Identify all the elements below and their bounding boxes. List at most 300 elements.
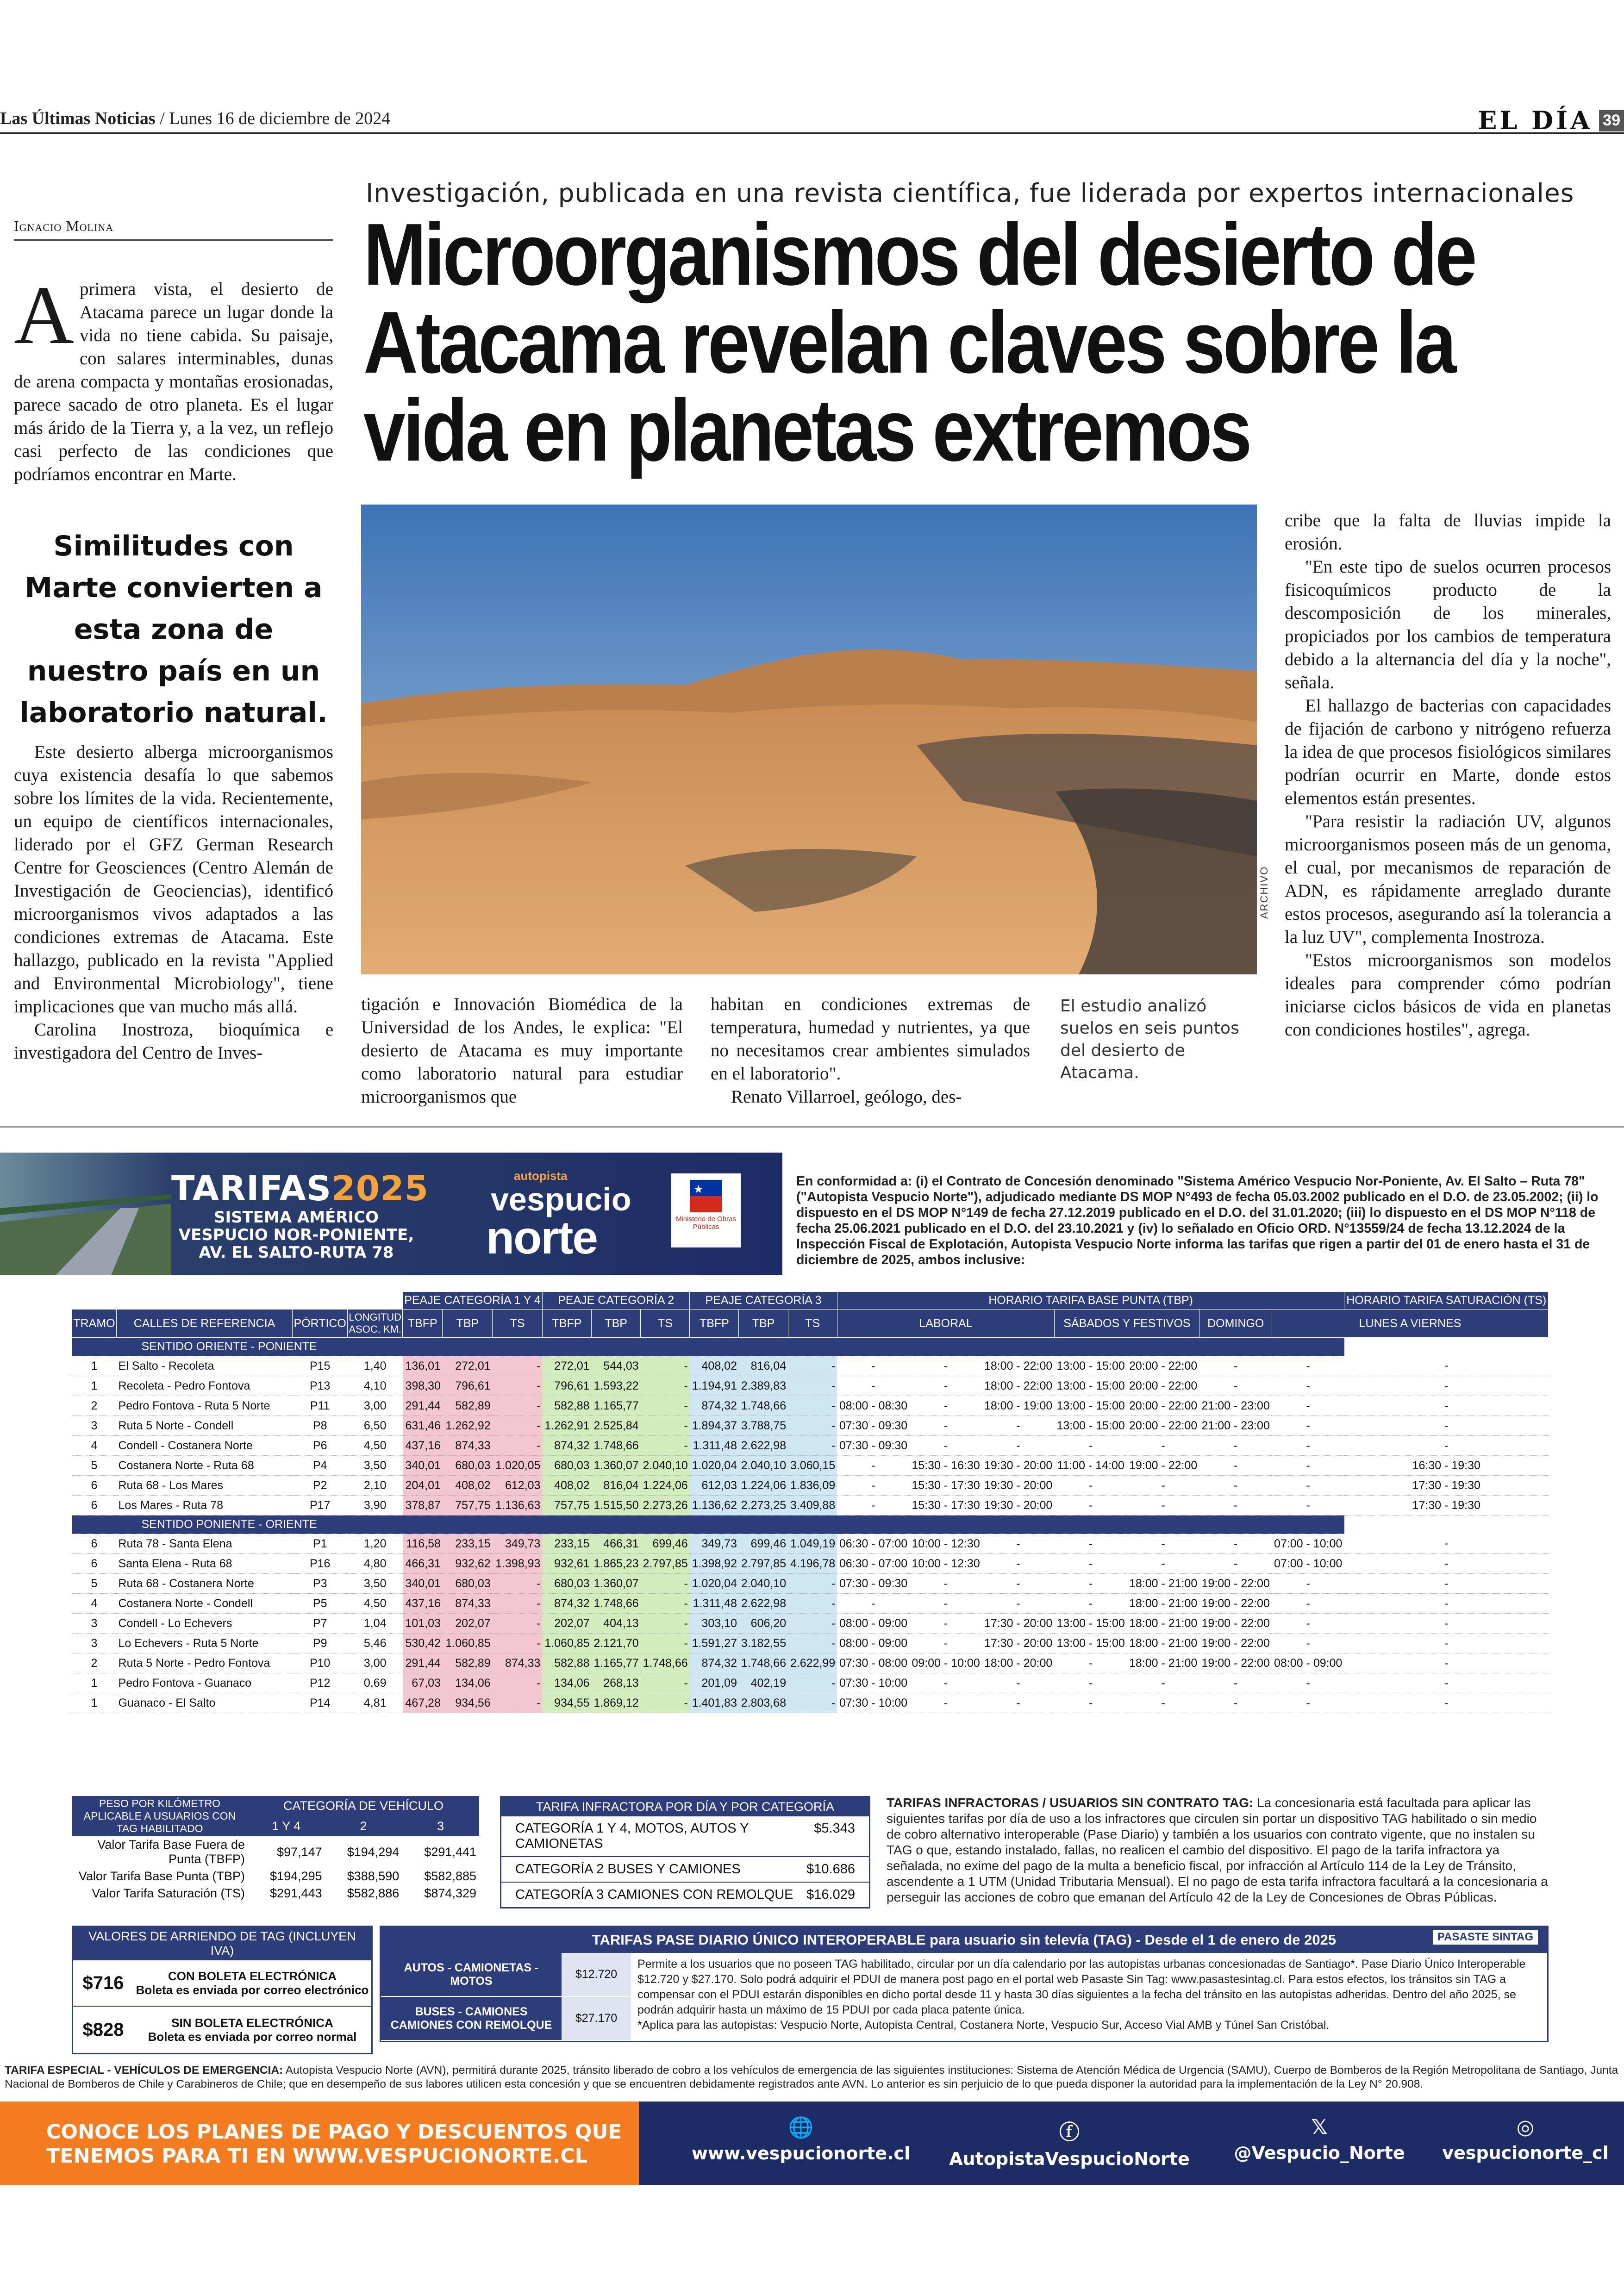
- table-cell: 680,03: [542, 1574, 591, 1594]
- table-cell: 272,01: [443, 1356, 493, 1376]
- table-cell: 582,89: [443, 1653, 493, 1673]
- table-cell: 932,61: [542, 1554, 591, 1574]
- x-link[interactable]: 𝕏 @Vespucio_Norte: [1218, 2115, 1421, 2163]
- table-cell: P14: [293, 1693, 348, 1713]
- table-cell: 2.040,10: [739, 1574, 788, 1594]
- table-cell: 13:00 - 15:00: [1055, 1396, 1127, 1416]
- table-cell: 07:30 - 10:00: [837, 1673, 910, 1693]
- table-cell: 08:00 - 09:00: [1272, 1653, 1344, 1673]
- photo-caption: El estudio analizó suelos en seis puntos del desierto de Atacama.: [1060, 997, 1239, 1082]
- table-cell: -: [1199, 1534, 1272, 1554]
- table-cell: 612,03: [493, 1476, 543, 1496]
- table-cell: Ruta 5 Norte - Pedro Fontova: [117, 1653, 293, 1673]
- table-cell: 21:00 - 23:00: [1199, 1396, 1272, 1416]
- table-row: [72, 1476, 1549, 1496]
- table-cell: 816,04: [592, 1476, 641, 1496]
- table-cell: 3,00: [348, 1653, 403, 1673]
- kicker: Investigación, publicada en una revista científica, fue liderada por expertos internacionales: [366, 178, 1574, 208]
- table-cell: -: [1199, 1496, 1272, 1515]
- drop-cap: A: [14, 269, 74, 361]
- table-cell: -: [837, 1356, 910, 1376]
- table-cell: 340,01: [403, 1574, 443, 1594]
- table-cell: 1.360,07: [592, 1456, 641, 1476]
- table-cell: -: [1344, 1594, 1549, 1614]
- table-cell: 10:00 - 12:30: [910, 1534, 982, 1554]
- table-cell: 2.803,68: [739, 1693, 788, 1713]
- table-cell: -: [1055, 1693, 1127, 1713]
- vespucio-norte-logo: autopista vespucio norte: [486, 1169, 631, 1264]
- table-cell: 349,73: [690, 1534, 739, 1554]
- toll-table: PEAJE CATEGORÍA 1 Y 4 PEAJE CATEGORÍA 2 PEAJE CATEGORÍA 3 HORARIO TARIFA BASE PUNTA (TBP) HORARIO TARIFA SATURACIÓN (TS) TRAMO CALLES DE REFERENCIA PÓRTICO LONGITUD ASOC. KM. TBFP TBP TS TBFP TBP TS TBFP TBP TS LABORAL SÁBADOS Y FESTIVOS DOMINGO LUNES A VIERNES SENTIDO ORIENTE - PONIENTE 1 El Salto - Recoleta P15 1,40 136,01 272,01 - 272,01 544,03 - 408,02 816,04 - - - 18:00 - 22:00 13:00 - 15:00 20:00 - 22:00 - - - 1 Recoleta - Pedro Fontova P13 4,10 398,30 796,61 - 796,61 1.593,22 - 1.194,91 2.389,83 - - - 18:00 - 22:00 13:00 - 15:00 20:00 - 22:00 - - - 2 Pedro Fontova - Ruta 5 Norte P11 3,00 291,44 582,89 - 582,88 1.165,77 - 874,32 1.748,66 - 08:00 - 08:30 - 18:00 - 19:00 13:00 - 15:00 20:00 - 22:00 21:00 - 23:00 - - 3 Ruta 5 Norte - Condell P8 6,50 631,46 1.262,92 - 1.262,91 2.525,84 - 1.894,37 3.788,75 - 07:30 - 09:30 - - 13:00 - 15:00 20:00 - 22:00 21:00 - 23:00 - - 4 Condell - Costanera Norte P6 4,50 437,16 874,33 - 874,32 1.748,66 - 1.311,48 2.622,98 - 07:30 - 09:30 - - - - - - - 5 Costanera Norte - Ruta 68 P4 3,50 340,01 680,03 1.020,05 680,03 1.360,07 2.040,10 1.020,04 2.040,10 3.060,15 - 15:30 - 16:30 19:30 - 20:00 11:00 - 14:00 19:00 - 22:00 - - 16:30 - 19:30 6 Ruta 68 - Los Mares P2 2,10 204,01 408,02 612,03 408,02 816,04 1.224,06 612,03 1.224,06 1.836,09 - 15:30 - 17:30 19:30 - 20:00 - - - - 17:30 - 19:30 6 Los Mares - Ruta 78 P17 3,90 378,87 757,75 1.136,63 757,75 1.515,50 2.273,26 1.136,62 2.273,25 3.409,88 - 15:30 - 17:30 19:30 - 20:00 - - - - 17:30 - 19:30 SENTIDO PONIENTE - ORIENTE 6 Ruta 78 - Santa Elena P1 1,20 116,58 233,15 349,73 233,15 466,31 699,46 349,73 699,46 1.049,19 06:30 - 07:00 10:00 - 12:30 - - - - 07:00 - 10:00 - 6 Santa Elena - Ruta 68 P16 4,80 466,31 932,62 1.398,93 932,61 1.865,23 2.797,85 1.398,92 2.797,85 4.196,78 06:30 - 07:00 10:00 - 12:30 - - - - 07:00 - 10:00 - 5 Ruta 68 - Costanera Norte P3 3,50 340,01 680,03 - 680,03 1.360,07 - 1.020,04 2.040,10 - 07:30 - 09:30 - - - 18:00 - 21:00 19:00 - 22:00 - - 4 Costanera Norte - Condell P5 4,50 437,16 874,33 - 874,32 1.748,66 - 1.311,48 2.622,98 - - - - - 18:00 - 21:00 19:00 - 22:00 - - 3 Condell - Lo Echevers P7 1,04 101,03 202,07 - 202,07 404,13 - 303,10 606,20 - 08:00 - 09:00 - 17:30 - 20:00 13:00 - 15:00 18:00 - 21:00 19:00 - 22:00 - - 3 Lo Echevers - Ruta 5 Norte P9 5,46 530,42 1.060,85 - 1.060,85 2.121,70 - 1.591,27 3.182,55 - 08:00 - 09:00 - 17:30 - 20:00 13:00 - 15:00 18:00 - 21:00 19:00 - 22:00 - - 2 Ruta 5 Norte - Pedro Fontova P10 3,00 291,44 582,89 874,33 582,88 1.165,77 1.748,66 874,32 1.748,66 2.622,99 07:30 - 08:00 09:00 - 10:00 18:00 - 20:00 - 18:00 - 21:00 19:00 - 22:00 08:00 - 09:00 - 1 Pedro Fontova - Guanaco P12 0,69 67,03 134,06 - 134,06 268,13 - 201,09 402,19 - 07:30 - 10:00 - - - - - - - 1 Guanaco - El Salto P14 4,81 467,28 934,56 - 934,55 1.869,12 - 1.401,83 2.803,68 - 07:30 - 10:00 - - - - - - -: [72, 1291, 1549, 1713]
- table-cell: -: [1055, 1496, 1127, 1515]
- table-cell: 4: [72, 1594, 117, 1614]
- table-cell: P9: [293, 1634, 348, 1653]
- table-cell: -: [910, 1376, 982, 1396]
- table-cell: 6: [72, 1534, 117, 1554]
- byline: Ignacio Molina: [14, 218, 333, 241]
- table-cell: 233,15: [542, 1534, 591, 1554]
- table-cell: 1.165,77: [592, 1653, 641, 1673]
- table-cell: P4: [293, 1456, 348, 1476]
- table-cell: 2.389,83: [739, 1376, 788, 1396]
- facebook-link[interactable]: ⓕ AutopistaVespucioNorte: [944, 2115, 1194, 2169]
- table-cell: 932,62: [443, 1554, 493, 1574]
- table-cell: -: [493, 1614, 543, 1634]
- table-cell: -: [1199, 1476, 1272, 1496]
- table-cell: 3,50: [348, 1456, 403, 1476]
- table-cell: -: [1344, 1416, 1549, 1436]
- table-cell: -: [1127, 1496, 1199, 1515]
- table-cell: -: [982, 1534, 1055, 1554]
- table-cell: 4,50: [348, 1594, 403, 1614]
- table-cell: 3,00: [348, 1396, 403, 1416]
- table-cell: -: [641, 1574, 690, 1594]
- table-cell: -: [982, 1693, 1055, 1713]
- table-cell: 530,42: [403, 1634, 443, 1653]
- article-col1: Este desierto alberga microorganismos cuya existencia desafía lo que sabemos sobre los límites de la vida. Recientemente, un equipo de científicos internacionales, liderado por el GFZ German Research Centre for Geosciences (Centro Alemán de Investigación de Geociencias), identificó microorganismos vivos adaptados a las condiciones extremas de Atacama. Este hallazgo, publicado en la revista "Applied and Environmental Microbiology", tiene implicaciones que van mucho más allá. Carolina Inostroza, bioquímica e investigadora del Centro de Inves-: [14, 742, 333, 1063]
- table-cell: 07:00 - 10:00: [1272, 1554, 1344, 1574]
- table-cell: 1.224,06: [739, 1476, 788, 1496]
- group-cat1: PEAJE CATEGORÍA 1 Y 4: [403, 1292, 543, 1310]
- masthead: [0, 108, 390, 129]
- table-cell: 3,50: [348, 1574, 403, 1594]
- table-cell: 1.894,37: [690, 1416, 739, 1436]
- article-col2: tigación e Innovación Biomédica de la Universidad de los Andes, le explica: "El desierto de Atacama es muy importante como laboratorio natural para estudiar microorganismos que: [361, 994, 683, 1107]
- table-row: [72, 1356, 1549, 1376]
- table-cell: Guanaco - El Salto: [117, 1693, 293, 1713]
- table-cell: -: [1272, 1693, 1344, 1713]
- direction-row: SENTIDO ORIENTE - PONIENTE: [72, 1338, 1549, 1356]
- table-cell: -: [1055, 1574, 1127, 1594]
- table-cell: P13: [293, 1376, 348, 1396]
- table-cell: 1.748,66: [739, 1653, 788, 1673]
- table-cell: 17:30 - 19:30: [1344, 1496, 1549, 1515]
- table-cell: 466,31: [592, 1534, 641, 1554]
- table-cell: 5: [72, 1574, 117, 1594]
- table-cell: -: [493, 1436, 543, 1456]
- table-cell: 1.311,48: [690, 1594, 739, 1614]
- x-icon: 𝕏: [1311, 2115, 1328, 2139]
- table-cell: 18:00 - 21:00: [1127, 1634, 1199, 1653]
- table-cell: 816,04: [739, 1356, 788, 1376]
- table-cell: 378,87: [403, 1496, 443, 1515]
- table-cell: -: [982, 1574, 1055, 1594]
- table-cell: -: [788, 1594, 837, 1614]
- table-cell: -: [910, 1673, 982, 1693]
- table-cell: -: [788, 1396, 837, 1416]
- table-row: [72, 1436, 1549, 1456]
- table-cell: 4,10: [348, 1376, 403, 1396]
- table-cell: 1: [72, 1376, 117, 1396]
- table-cell: 680,03: [443, 1456, 493, 1476]
- table-cell: -: [1127, 1534, 1199, 1554]
- table-cell: 268,13: [592, 1673, 641, 1693]
- table-cell: 134,06: [443, 1673, 493, 1693]
- table-cell: 233,15: [443, 1534, 493, 1554]
- table-cell: -: [910, 1356, 982, 1376]
- table-cell: 1.398,92: [690, 1554, 739, 1574]
- table-cell: -: [1272, 1614, 1344, 1634]
- table-cell: -: [1344, 1653, 1549, 1673]
- table-cell: 5: [72, 1456, 117, 1476]
- table-cell: P8: [293, 1416, 348, 1436]
- table-cell: 3,90: [348, 1496, 403, 1515]
- table-cell: 20:00 - 22:00: [1127, 1376, 1199, 1396]
- table-cell: 1.165,77: [592, 1396, 641, 1416]
- table-cell: -: [788, 1416, 837, 1436]
- table-cell: 2.797,85: [739, 1554, 788, 1574]
- table-cell: 19:00 - 22:00: [1127, 1456, 1199, 1476]
- legal-notice: En conformidad a: (i) el Contrato de Concesión denominado "Sistema Américo Vespucio Nor-Poniente, Av. El Salto – Ruta 78" ("Autopista Vespucio Norte"), adjudicado mediante DS MOP N°493 de fecha 05.03.2002 publicado en el D.O. de 23.05.2002; (ii) lo dispuesto en el DS MOP N°149 de fecha 27.12.2019 publicado en el D.O. del 31.01.2020; (iii) lo dispuesto en el DS MOP N°118 de fecha 25.06.2021 publicado en el D.O. del 23.10.2021 y (iv) lo señalado en Oficio ORD. N°13559/24 de fecha 13.12.2024 de la Inspección Fiscal de Explotación, Autopista Vespucio Norte informa las tarifas que rigen a partir del 01 de enero hasta el 31 de diciembre de 2025, ambos inclusive:: [796, 1174, 1599, 1267]
- table-cell: P15: [293, 1356, 348, 1376]
- article-col4: cribe que la falta de lluvias impide la erosión. "En este tipo de suelos ocurren procesos fisicoquímicos producto de la descomposición de los minerales, propiciados por los cambios de temperatura debido a la alternancia del día y la noche", señala. El hallazgo de bacterias con capacidades de fijación de carbono y nitrógeno refuerza la idea de que procesos fisiológicos similares podrían ocurrir en Marte, donde estos elementos están presentes. "Para resistir la radiación UV, algunos microorganismos poseen más de un genoma, el cual, por mecanismos de reparación de ADN, es rápidamente arreglado durante estos procesos, asegurando así la tolerancia a la luz UV", complementa Inostroza. "Estos microorganismos son modelos ideales para comprender cómo podrían iniciarse ciclos básicos de vida en planetas con condiciones hostiles", agrega.: [1285, 511, 1611, 1040]
- table-cell: -: [641, 1614, 690, 1634]
- peso-km-table: PESO POR KILÓMETRO APLICABLE A USUARIOS CON TAG HABILITADO CATEGORÍA DE VEHÍCULO 1 Y 4 2 3 Valor Tarifa Base Fuera de Punta (TBFP) $97,147 $194,294 $291,441 Valor Tarifa Base Punta (TBP) $194,295 $388,590 $582,885 Valor Tarifa Saturación (TS) $291,443 $582,886 $874,329: [72, 1796, 479, 1902]
- table-cell: 757,75: [542, 1496, 591, 1515]
- table-cell: -: [1344, 1614, 1549, 1634]
- group-cat2: PEAJE CATEGORÍA 2: [542, 1292, 689, 1310]
- table-cell: 18:00 - 21:00: [1127, 1574, 1199, 1594]
- table-cell: -: [788, 1376, 837, 1396]
- table-cell: 874,33: [443, 1594, 493, 1614]
- table-cell: -: [1272, 1496, 1344, 1515]
- table-cell: 19:30 - 20:00: [982, 1456, 1055, 1476]
- table-cell: 1.194,91: [690, 1376, 739, 1396]
- table-cell: -: [982, 1594, 1055, 1614]
- table-cell: 06:30 - 07:00: [837, 1554, 910, 1574]
- tarifas-title: TARIFAS2025 SISTEMA AMÉRICO VESPUCIO NOR-PONIENTE, AV. EL SALTO-RUTA 78: [171, 1169, 429, 1262]
- table-row: [72, 1653, 1549, 1673]
- table-cell: -: [1344, 1574, 1549, 1594]
- table-cell: -: [1055, 1554, 1127, 1574]
- table-cell: 1.311,48: [690, 1436, 739, 1456]
- table-cell: -: [1344, 1693, 1549, 1713]
- table-cell: 21:00 - 23:00: [1199, 1416, 1272, 1436]
- table-cell: -: [1055, 1673, 1127, 1693]
- footer-cta: CONOCE LOS PLANES DE PAGO Y DESCUENTOS QUE TENEMOS PARA TI EN WWW.VESPUCIONORTE.CL: [46, 2120, 622, 2168]
- table-cell: -: [837, 1456, 910, 1476]
- table-cell: 6,50: [348, 1416, 403, 1436]
- table-cell: -: [910, 1416, 982, 1436]
- table-cell: 1.748,66: [739, 1396, 788, 1416]
- table-cell: 19:00 - 22:00: [1199, 1594, 1272, 1614]
- table-cell: -: [1344, 1436, 1549, 1456]
- direction-row: SENTIDO PONIENTE - ORIENTE: [72, 1515, 1549, 1534]
- table-cell: -: [1199, 1673, 1272, 1693]
- table-cell: -: [982, 1673, 1055, 1693]
- instagram-icon: ◎: [1516, 2115, 1535, 2139]
- table-cell: 349,73: [493, 1534, 543, 1554]
- table-row: [72, 1496, 1549, 1515]
- table-cell: 4.196,78: [788, 1554, 837, 1574]
- table-row: [72, 1416, 1549, 1436]
- table-cell: P10: [293, 1653, 348, 1673]
- table-cell: -: [982, 1554, 1055, 1574]
- table-cell: 08:00 - 09:00: [837, 1614, 910, 1634]
- table-cell: -: [1272, 1476, 1344, 1496]
- table-cell: 291,44: [403, 1396, 443, 1416]
- table-cell: 204,01: [403, 1476, 443, 1496]
- table-cell: 08:00 - 08:30: [837, 1396, 910, 1416]
- table-cell: 1.020,04: [690, 1456, 739, 1476]
- table-cell: 2.622,98: [739, 1594, 788, 1614]
- table-cell: -: [788, 1693, 837, 1713]
- table-cell: 582,89: [443, 1396, 493, 1416]
- table-cell: P3: [293, 1574, 348, 1594]
- table-cell: -: [1272, 1356, 1344, 1376]
- table-cell: 544,03: [592, 1356, 641, 1376]
- table-cell: 1.020,05: [493, 1456, 543, 1476]
- section-divider: [0, 1126, 1624, 1128]
- table-cell: 18:00 - 19:00: [982, 1396, 1055, 1416]
- table-cell: 5,46: [348, 1634, 403, 1653]
- table-cell: 699,46: [641, 1534, 690, 1554]
- group-cat3: PEAJE CATEGORÍA 3: [690, 1292, 837, 1310]
- table-cell: P2: [293, 1476, 348, 1496]
- table-cell: -: [1127, 1436, 1199, 1456]
- pase-diario-box: TARIFAS PASE DIARIO ÚNICO INTEROPERABLE para usuario sin televía (TAG) - Desde el 1 de enero de 2025 PASASTE SINTAG AUTOS - CAMIONETAS - MOTOS BUSES - CAMIONES CAMIONES CON REMOLQUE $12.720 $27.170 Permite a los usuarios que no poseen TAG habilitado, circular por un día calendario por las autopistas urbanas concesionadas de Santiago*. Pase Diario Único Interoperable $12.720 y $27.170. Solo podrá adquirir el PDUI de manera post pago en el portal web Pasaste Sin Tag: www.pasastesintag.cl. Para estos efectos, los tránsitos sin TAG a compensar con el PDUI estarán disponibles en dicho portal desde 11 y hasta 30 días siguientes a la fecha del tránsito en las autopistas adheridas. Dentro del año 2025, se podrán adquirir hasta un máximo de 15 PDUI por cada placa patente única. *Aplica para las autopistas: Vespucio Norte, Autopista Central, Costanera Norte, Vespucio Sur, Acceso Vial AMB y Túnel San Cristóbal.: [380, 1926, 1549, 2042]
- table-cell: 07:30 - 09:30: [837, 1436, 910, 1456]
- table-cell: -: [641, 1356, 690, 1376]
- table-cell: 1.591,27: [690, 1634, 739, 1653]
- table-cell: 0,69: [348, 1673, 403, 1693]
- table-cell: 19:00 - 22:00: [1199, 1614, 1272, 1634]
- table-cell: -: [1127, 1476, 1199, 1496]
- table-cell: 606,20: [739, 1614, 788, 1634]
- table-cell: 09:00 - 10:00: [910, 1653, 982, 1673]
- table-row: [72, 1396, 1549, 1416]
- table-cell: -: [493, 1376, 543, 1396]
- table-cell: -: [788, 1673, 837, 1693]
- table-cell: 2.040,10: [739, 1456, 788, 1476]
- table-cell: 17:30 - 20:00: [982, 1634, 1055, 1653]
- table-cell: -: [493, 1594, 543, 1614]
- table-cell: 17:30 - 19:30: [1344, 1476, 1549, 1496]
- table-cell: -: [1055, 1653, 1127, 1673]
- table-cell: -: [837, 1496, 910, 1515]
- table-cell: P12: [293, 1673, 348, 1693]
- table-cell: 15:30 - 16:30: [910, 1456, 982, 1476]
- table-cell: 10:00 - 12:30: [910, 1554, 982, 1574]
- web-link[interactable]: 🌐 www.vespucionorte.cl: [681, 2115, 921, 2164]
- table-cell: -: [1344, 1673, 1549, 1693]
- table-cell: -: [493, 1634, 543, 1653]
- table-cell: 15:30 - 17:30: [910, 1496, 982, 1515]
- table-cell: -: [982, 1436, 1055, 1456]
- article-intro: Aprimera vista, el desierto de Atacama parece un lugar donde la vida no tiene cabida. Su paisaje, con salares interminables, dunas de arena compacta y montañas erosionadas, parece sacado de otro planeta. Es el lugar más árido de la Tierra y, a la vez, un reflejo casi perfecto de las condiciones que podríamos encontrar en Marte.: [14, 269, 333, 484]
- pull-quote: Similitudes con Marte convierten a esta zona de nuestro país en un laboratorio natural.: [19, 530, 328, 729]
- table-cell: -: [788, 1614, 837, 1634]
- headline: Microorganismos del desierto de Atacama revelan claves sobre la vida en planetas extremos: [363, 206, 1475, 480]
- table-cell: -: [1127, 1673, 1199, 1693]
- table-cell: -: [910, 1693, 982, 1713]
- table-cell: 467,28: [403, 1693, 443, 1713]
- table-cell: 1: [72, 1693, 117, 1713]
- table-cell: 699,46: [739, 1534, 788, 1554]
- table-cell: 582,88: [542, 1653, 591, 1673]
- instagram-link[interactable]: ◎ vespucionorte_cl: [1430, 2115, 1620, 2163]
- table-row: [72, 1634, 1549, 1653]
- page-number: 39: [1599, 110, 1624, 131]
- table-cell: -: [1272, 1416, 1344, 1436]
- table-cell: 1.515,50: [592, 1496, 641, 1515]
- table-cell: 13:00 - 15:00: [1055, 1614, 1127, 1634]
- table-cell: 2.622,98: [739, 1436, 788, 1456]
- page-header: [0, 106, 1624, 134]
- table-cell: 18:00 - 21:00: [1127, 1594, 1199, 1614]
- table-cell: 874,32: [542, 1594, 591, 1614]
- table-cell: 07:30 - 09:30: [837, 1574, 910, 1594]
- table-cell: 19:30 - 20:00: [982, 1496, 1055, 1515]
- table-cell: 1.060,85: [443, 1634, 493, 1653]
- table-row: [72, 1534, 1549, 1554]
- table-cell: 19:00 - 22:00: [1199, 1634, 1272, 1653]
- table-cell: Recoleta - Pedro Fontova: [117, 1376, 293, 1396]
- table-cell: -: [1272, 1673, 1344, 1693]
- group-ts: HORARIO TARIFA SATURACIÓN (TS): [1344, 1292, 1549, 1310]
- table-cell: -: [1344, 1396, 1549, 1416]
- table-cell: P5: [293, 1594, 348, 1614]
- table-cell: 1.748,66: [592, 1594, 641, 1614]
- table-cell: 3: [72, 1634, 117, 1653]
- table-cell: -: [837, 1594, 910, 1614]
- table-cell: -: [788, 1356, 837, 1376]
- table-cell: 437,16: [403, 1594, 443, 1614]
- emergency-notice: TARIFA ESPECIAL - VEHÍCULOS DE EMERGENCIA: Autopista Vespucio Norte (AVN), permitirá durante 2025, tránsito liberado de cobro a los vehículos de emergencia de las siguientes instituciones: Sistema de Atención Médica de Urgencia (SAMU), Cuerpo de Bomberos de la Región Metropolitana de Santiago, Junta Nacional de Bomberos de Chile y Carabineros de Chile; que en desempeño de sus labores utilicen esta concesión y que se encuentren debidamente registrados ante AVN. Lo anterior es sin perjuicio de lo que pueda disponer la autoridad para la implementación de la Ley N° 20.908.: [5, 2064, 1618, 2090]
- table-cell: 1.398,93: [493, 1554, 543, 1574]
- table-cell: 16:30 - 19:30: [1344, 1456, 1549, 1476]
- table-cell: 1.748,66: [592, 1436, 641, 1456]
- table-cell: 4: [72, 1436, 117, 1456]
- table-cell: 4,50: [348, 1436, 403, 1456]
- table-cell: P17: [293, 1496, 348, 1515]
- table-cell: Lo Echevers - Ruta 5 Norte: [117, 1634, 293, 1653]
- table-cell: 6: [72, 1496, 117, 1515]
- table-cell: -: [910, 1396, 982, 1416]
- table-cell: 466,31: [403, 1554, 443, 1574]
- table-cell: -: [1127, 1693, 1199, 1713]
- table-row: [72, 1594, 1549, 1614]
- table-cell: -: [493, 1693, 543, 1713]
- table-cell: 1.836,09: [788, 1476, 837, 1496]
- table-cell: 1.136,63: [493, 1496, 543, 1515]
- table-cell: -: [1127, 1554, 1199, 1574]
- table-cell: -: [1055, 1534, 1127, 1554]
- table-cell: 934,55: [542, 1693, 591, 1713]
- table-cell: 1.262,91: [542, 1416, 591, 1436]
- table-cell: 1.020,04: [690, 1574, 739, 1594]
- table-cell: -: [493, 1396, 543, 1416]
- table-cell: Ruta 68 - Los Mares: [117, 1476, 293, 1496]
- table-cell: 340,01: [403, 1456, 443, 1476]
- table-cell: -: [1199, 1554, 1272, 1574]
- table-cell: -: [493, 1673, 543, 1693]
- table-row: [72, 1554, 1549, 1574]
- table-cell: 18:00 - 22:00: [982, 1356, 1055, 1376]
- table-cell: -: [1272, 1594, 1344, 1614]
- table-cell: 19:00 - 22:00: [1199, 1574, 1272, 1594]
- facebook-icon: ⓕ: [1059, 2120, 1080, 2144]
- table-cell: 18:00 - 20:00: [982, 1653, 1055, 1673]
- table-cell: 874,33: [443, 1436, 493, 1456]
- table-cell: 291,44: [403, 1653, 443, 1673]
- table-cell: P6: [293, 1436, 348, 1456]
- table-cell: 07:30 - 08:00: [837, 1653, 910, 1673]
- table-cell: -: [788, 1574, 837, 1594]
- table-cell: 1,40: [348, 1356, 403, 1376]
- gov-logo: ★ Ministerio de Obras Públicas: [671, 1173, 741, 1247]
- table-cell: 1.224,06: [641, 1476, 690, 1496]
- table-cell: -: [493, 1356, 543, 1376]
- table-cell: 2: [72, 1653, 117, 1673]
- desert-photo: [361, 505, 1257, 974]
- table-cell: 874,32: [690, 1653, 739, 1673]
- table-cell: 13:00 - 15:00: [1055, 1356, 1127, 1376]
- table-cell: 07:30 - 10:00: [837, 1693, 910, 1713]
- table-cell: 18:00 - 21:00: [1127, 1614, 1199, 1634]
- arriendo-tag-box: VALORES DE ARRIENDO DE TAG (INCLUYEN IVA) $716 CON BOLETA ELECTRÓNICA Boleta es enviada por correo electrónico $828 SIN BOLETA ELECTRÓNICA Boleta es enviada por correo normal: [72, 1926, 373, 2054]
- table-cell: 202,07: [542, 1614, 591, 1634]
- table-cell: 06:30 - 07:00: [837, 1534, 910, 1554]
- table-cell: -: [1199, 1376, 1272, 1396]
- table-cell: -: [1055, 1594, 1127, 1614]
- table-cell: 272,01: [542, 1356, 591, 1376]
- table-cell: 2.525,84: [592, 1416, 641, 1436]
- table-cell: 07:00 - 10:00: [1272, 1534, 1344, 1554]
- table-cell: 1.401,83: [690, 1693, 739, 1713]
- table-cell: -: [1272, 1396, 1344, 1416]
- table-cell: -: [1199, 1436, 1272, 1456]
- table-cell: Costanera Norte - Ruta 68: [117, 1456, 293, 1476]
- table-cell: -: [1344, 1634, 1549, 1653]
- table-cell: -: [1199, 1356, 1272, 1376]
- table-cell: 680,03: [542, 1456, 591, 1476]
- table-cell: -: [910, 1634, 982, 1653]
- table-cell: P16: [293, 1554, 348, 1574]
- table-cell: Ruta 78 - Santa Elena: [117, 1534, 293, 1554]
- table-cell: Pedro Fontova - Guanaco: [117, 1673, 293, 1693]
- table-cell: 2: [72, 1396, 117, 1416]
- table-cell: -: [1272, 1456, 1344, 1476]
- table-cell: Ruta 68 - Costanera Norte: [117, 1574, 293, 1594]
- table-cell: 07:30 - 09:30: [837, 1416, 910, 1436]
- table-cell: 201,09: [690, 1673, 739, 1693]
- table-cell: 20:00 - 22:00: [1127, 1416, 1199, 1436]
- table-row: [72, 1673, 1549, 1693]
- table-cell: -: [1199, 1456, 1272, 1476]
- table-cell: -: [641, 1436, 690, 1456]
- table-cell: 2.040,10: [641, 1456, 690, 1476]
